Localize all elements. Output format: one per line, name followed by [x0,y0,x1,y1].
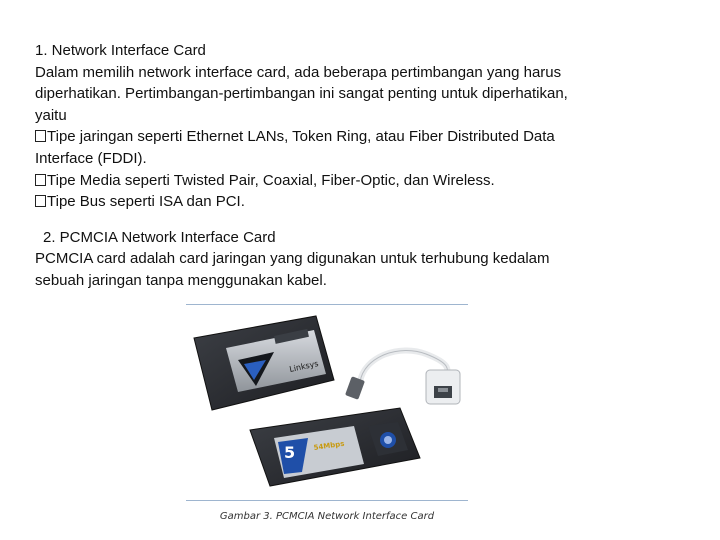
card-bottom-speed-label: 54Mbps [313,439,345,452]
card-bottom-number: 5 [284,443,296,462]
document-text [35,40,675,292]
bullet-box-icon [35,174,46,186]
bullet-item-bus-type [35,191,675,213]
section2-body-line-1: PCMCIA card adalah card jaringan yang digunakan untuk terhubung kedalam [35,250,550,268]
pcmcia-card-bottom [250,408,420,486]
bullet-item-network-type-continued: Interface (FDDI). [35,149,147,167]
card-top-brand: Linksys [288,359,320,374]
section1-intro-line-3: yaitu [35,106,67,124]
bullet-text: Tipe jaringan seperti Ethernet LANs, Token Ring, atau Fiber Distributed Data [47,128,555,146]
bullet-item-media-type [35,170,675,192]
section2-heading: 2. PCMCIA Network Interface Card [43,228,276,246]
bullet-box-icon [35,130,46,142]
section1-intro-line-1: Dalam memilih network interface card, ada beberapa pertimbangan yang harus [35,63,562,81]
section2-body-line-2: sebuah jaringan tanpa menggunakan kabel. [35,271,327,289]
section1-heading: 1. Network Interface Card [35,42,206,59]
ethernet-dongle-cable [345,350,460,404]
pcmcia-figure [186,304,468,522]
bullet-text: Tipe Bus seperti ISA dan PCI. [47,193,245,211]
figure-caption: Gambar 3. PCMCIA Network Interface Card [219,511,435,522]
pcmcia-card-top [194,316,334,410]
bullet-text: Tipe Media seperti Twisted Pair, Coaxial, Fiber-Optic, dan Wireless. [47,171,495,189]
figure-top-rule [186,304,468,305]
pcmcia-card-illustration [186,308,468,508]
bullet-item-network-type [35,126,675,148]
figure-bottom-rule [186,500,468,501]
bullet-box-icon [35,195,46,207]
section1-intro-line-2: diperhatikan. Pertimbangan-pertimbangan ini sangat penting untuk diperhatikan, [35,85,568,103]
